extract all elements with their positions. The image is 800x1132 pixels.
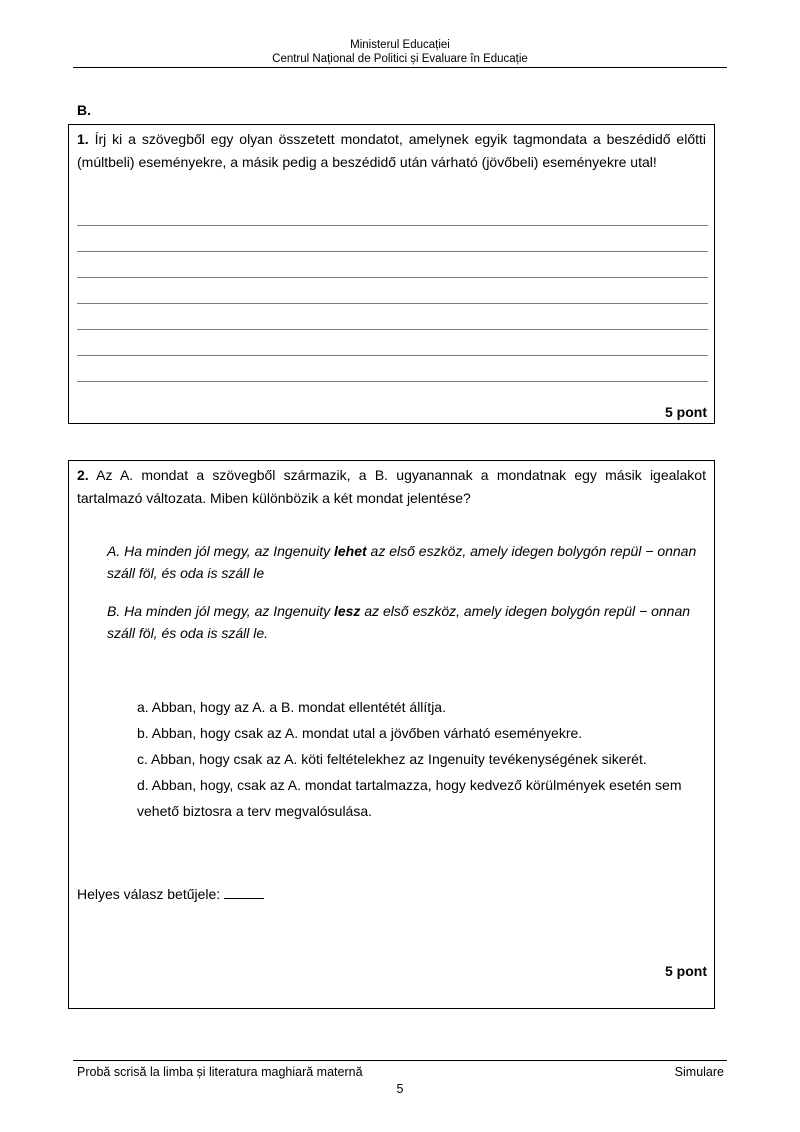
question-1-prompt: Írj ki a szövegből egy olyan összetett mondatot, amelynek egyik tagmondata a beszédidő előtti (múltbeli) eseményekre, a másik pedig a beszédidő után várható (jövőbeli) eseményekre utal! <box>77 131 706 170</box>
question-1-number: 1. <box>77 131 89 147</box>
sentence-a-start: A. Ha minden jól megy, az Ingenuity <box>107 543 334 559</box>
sentence-b-verb: lesz <box>333 603 361 619</box>
question-1-box <box>68 124 715 424</box>
option-a[interactable]: a. Abban, hogy az A. a B. mondat ellentétét állítja. <box>137 699 446 715</box>
header-ministry: Ministerul Educației <box>350 39 450 51</box>
option-c[interactable]: c. Abban, hogy csak az A. köti feltételekhez az Ingenuity tevékenységének sikerét. <box>137 751 647 767</box>
question-2-box <box>68 460 715 1009</box>
answer-line[interactable] <box>77 251 708 252</box>
question-2-number: 2. <box>77 467 89 483</box>
section-label: B. <box>77 102 91 118</box>
footer-subject: Probă scrisă la limba și literatura maghiară maternă <box>77 1065 363 1079</box>
answer-blank[interactable] <box>224 886 264 899</box>
page-number: 5 <box>396 1082 404 1096</box>
answer-line[interactable] <box>77 303 708 304</box>
answer-line[interactable] <box>77 355 708 356</box>
answer-line[interactable] <box>77 329 708 330</box>
header-center: Centrul Național de Politici și Evaluare în Educație <box>272 53 528 65</box>
page-header <box>0 38 800 66</box>
header-divider <box>73 67 727 68</box>
answer-options <box>137 694 697 824</box>
question-2-text <box>77 464 706 510</box>
answer-field <box>77 886 264 902</box>
answer-label: Helyes válasz betűjele: <box>77 886 221 902</box>
question-2-points: 5 pont <box>665 963 707 979</box>
question-2-prompt: Az A. mondat a szövegből származik, a B. ugyanannak a mondatnak egy másik igealakot tartalmazó változata. Miben különbözik a két mondat jelentése? <box>77 467 706 506</box>
footer-divider <box>73 1060 727 1061</box>
sentence-a-verb: lehet <box>333 543 367 559</box>
answer-line[interactable] <box>77 381 708 382</box>
sentence-a-end: az első eszköz, amely idegen bolygón repül − onnan száll föl, és oda is száll le <box>107 543 697 581</box>
answer-line[interactable] <box>77 277 708 278</box>
question-1-text <box>77 128 706 174</box>
sentence-b-end: az első eszköz, amely idegen bolygón repül − onnan száll föl, és oda is száll le. <box>107 603 691 641</box>
answer-line[interactable] <box>77 225 708 226</box>
sentence-b-start: B. Ha minden jól megy, az Ingenuity <box>107 603 334 619</box>
question-1-points: 5 pont <box>665 404 707 420</box>
footer-exam-type: Simulare <box>674 1065 724 1079</box>
sentence-b <box>107 600 697 644</box>
option-b[interactable]: b. Abban, hogy csak az A. mondat utal a jövőben várható eseményekre. <box>137 725 583 741</box>
option-d[interactable]: d. Abban, hogy, csak az A. mondat tartalmazza, hogy kedvező körülmények esetén sem vehető biztosra a terv megvalósulása. <box>137 777 682 819</box>
sentence-a <box>107 540 697 584</box>
